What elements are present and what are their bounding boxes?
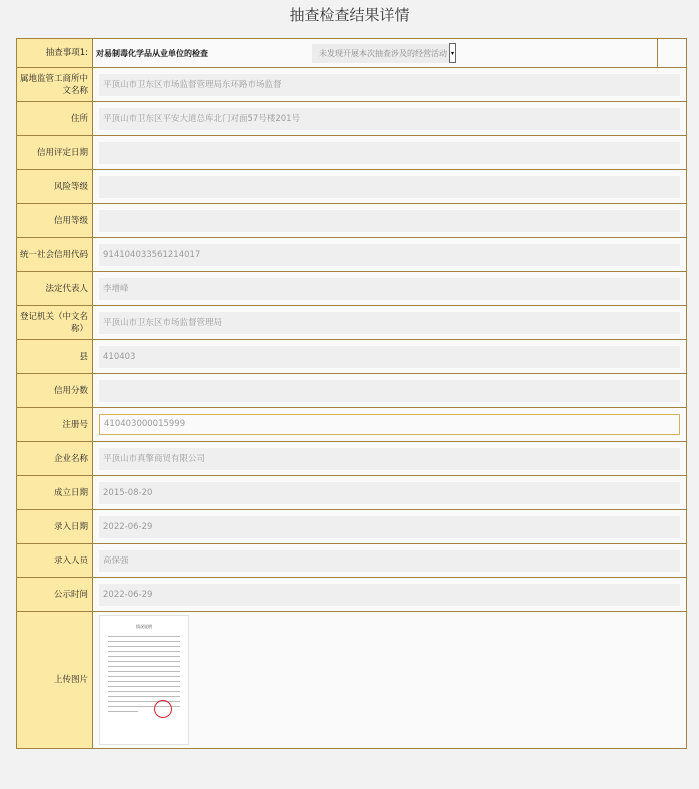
document-text-line: [108, 671, 180, 672]
fields-table: [16, 67, 687, 749]
field-label: 企业名称: [17, 442, 93, 476]
field-label: 注册号: [17, 408, 93, 442]
document-title: 情况说明: [136, 624, 152, 629]
check-item-cell: [93, 39, 658, 68]
field-value[interactable]: 平顶山市卫东区平安大道总库北门对面57号楼201号: [99, 108, 680, 130]
field-label: 信用等级: [17, 204, 93, 238]
field-label: 信用评定日期: [17, 136, 93, 170]
field-value[interactable]: [99, 176, 680, 198]
document-text-line: [108, 681, 180, 682]
field-row: [17, 68, 687, 102]
document-text-line: [108, 666, 180, 667]
field-value-cell: [93, 136, 687, 170]
document-text-line: [108, 661, 180, 662]
field-label: 法定代表人: [17, 272, 93, 306]
upload-cell: [93, 612, 687, 749]
field-value-cell: [93, 238, 687, 272]
field-row: [17, 442, 687, 476]
field-value[interactable]: [99, 142, 680, 164]
chevron-down-icon[interactable]: ▾: [449, 43, 456, 63]
field-value-cell: [93, 306, 687, 340]
field-label: 登记机关（中文名称）: [17, 306, 93, 340]
field-value[interactable]: [99, 380, 680, 402]
check-result-select[interactable]: [312, 44, 456, 63]
field-label: 县: [17, 340, 93, 374]
field-row: [17, 510, 687, 544]
document-text-line: [108, 656, 180, 657]
field-row: [17, 374, 687, 408]
field-row: [17, 476, 687, 510]
document-text-line: [108, 646, 180, 647]
field-row: [17, 238, 687, 272]
check-item-extra-cell: [658, 39, 687, 68]
field-value[interactable]: 2022-06-29: [99, 584, 680, 606]
field-row: [17, 306, 687, 340]
field-value-cell: [93, 476, 687, 510]
field-row: [17, 578, 687, 612]
field-label: 公示时间: [17, 578, 93, 612]
document-text-line: [108, 691, 180, 692]
field-label: 成立日期: [17, 476, 93, 510]
field-value-cell: [93, 204, 687, 238]
field-value-cell: [93, 442, 687, 476]
field-row: [17, 136, 687, 170]
detail-table: [16, 38, 687, 68]
document-text-line: [108, 711, 138, 712]
document-text-line: [108, 636, 180, 637]
document-text-line: [108, 651, 180, 652]
field-value[interactable]: 李增峰: [99, 278, 680, 300]
document-text-line: [108, 686, 180, 687]
field-value-cell: [93, 544, 687, 578]
check-result-selected: 未发现开展本次抽查涉及的经营活动: [319, 48, 447, 58]
field-row: [17, 544, 687, 578]
detail-table-container: [16, 38, 687, 749]
field-row: [17, 340, 687, 374]
field-row: [17, 272, 687, 306]
red-seal-icon: [154, 700, 172, 718]
field-value[interactable]: 平顶山市真擎商贸有限公司: [99, 448, 680, 470]
field-value-cell: [93, 340, 687, 374]
page-title: 抽查检查结果详情: [289, 6, 410, 24]
field-label: 风险等级: [17, 170, 93, 204]
field-value[interactable]: 2015-08-20: [99, 482, 680, 504]
field-value-cell: [93, 510, 687, 544]
check-item-label: 抽查事项1:: [17, 39, 93, 68]
document-text-line: [108, 641, 180, 642]
field-value-cell: [93, 102, 687, 136]
check-item-name: 对易制毒化学品从业单位的检查: [96, 48, 208, 58]
field-value[interactable]: 410403000015999: [99, 414, 680, 435]
upload-row: [17, 612, 687, 749]
field-row: [17, 170, 687, 204]
uploaded-document-thumbnail[interactable]: [99, 615, 189, 745]
field-value[interactable]: 平顶山市卫东区市场监督管理局: [99, 312, 680, 334]
field-value-cell: [93, 578, 687, 612]
field-row: [17, 204, 687, 238]
field-value[interactable]: 高保强: [99, 550, 680, 572]
field-value-cell: [93, 170, 687, 204]
field-label: 属地监管工商所中文名称: [17, 68, 93, 102]
field-label: 录入人员: [17, 544, 93, 578]
field-value-cell: [93, 374, 687, 408]
field-label: 统一社会信用代码: [17, 238, 93, 272]
check-item-row: [17, 39, 687, 68]
field-value[interactable]: [99, 210, 680, 232]
upload-label: 上传图片: [17, 612, 93, 749]
field-value[interactable]: 410403: [99, 346, 680, 368]
document-text-line: [108, 676, 180, 677]
field-value[interactable]: 914104033561214017: [99, 244, 680, 266]
field-row: [17, 102, 687, 136]
field-label: 住所: [17, 102, 93, 136]
field-label: 信用分数: [17, 374, 93, 408]
field-value-cell: [93, 68, 687, 102]
field-value-cell: [93, 272, 687, 306]
field-value[interactable]: 平顶山市卫东区市场监督管理局东环路市场监督: [99, 74, 680, 96]
field-row: [17, 408, 687, 442]
document-text-line: [108, 696, 180, 697]
field-value[interactable]: 2022-06-29: [99, 516, 680, 538]
field-label: 录入日期: [17, 510, 93, 544]
field-value-cell: [93, 408, 687, 442]
